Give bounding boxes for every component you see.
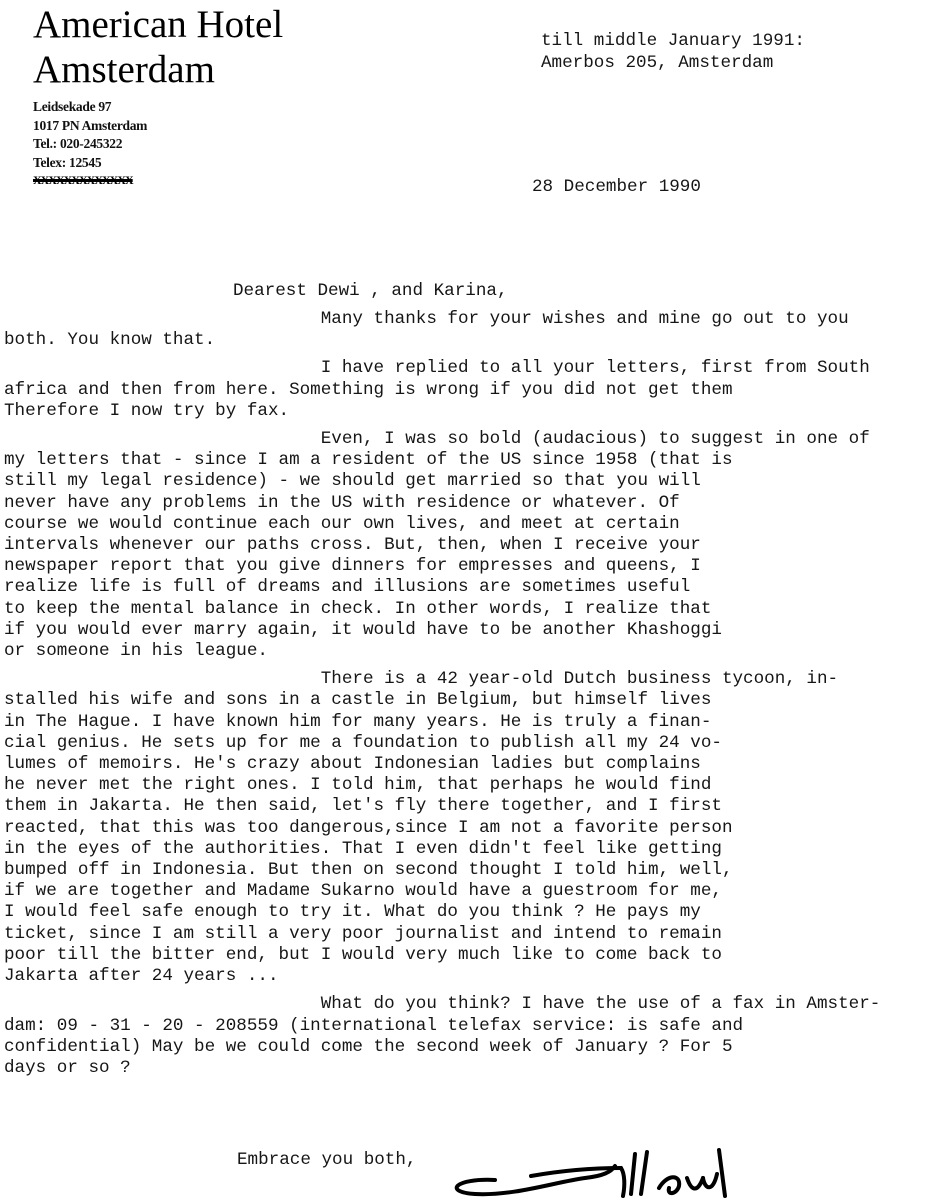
struck-out-line: XXXXXXXXXXXXX <box>33 173 133 187</box>
sender-until-line: till middle January 1991: <box>541 31 805 51</box>
letter-body <box>4 309 948 1086</box>
letter-date: 28 December 1990 <box>532 177 701 197</box>
paragraph-thanks: Many thanks for your wishes and mine go out to you both. You know that. <box>4 309 849 351</box>
hotel-street: Leidsekade 97 <box>33 99 112 114</box>
paragraph-marriage: Even, I was so bold (audacious) to suggest in one of my letters that - since I am a resident of the US since 1958 (that is still my legal residence) - we should get married so that you will never have any problems in the US with residence or whatever. Of course we would continue each our own lives, and meet at certain intervals whenever our paths cross. But, then, when I receive your newspaper report that you give dinners for empresses and queens, I realize life is full of dreams and illusions are sometimes useful to keep the mental balance in check. In other words, I realize that if you would ever marry again, it would have to be another Khashoggi or someone in his league. <box>4 429 870 662</box>
hotel-name-line2: Amsterdam <box>33 48 215 91</box>
hotel-postcode: 1017 PN Amsterdam <box>33 117 148 133</box>
sender-address-line: Amerbos 205, Amsterdam <box>541 53 774 73</box>
salutation: Dearest Dewi , and Karina, <box>233 281 508 301</box>
hotel-telex: Telex: 12545 <box>33 154 102 170</box>
hotel-name-line1: American Hotel <box>33 3 284 46</box>
paragraph-fax: What do you think? I have the use of a fax in Amster- dam: 09 - 31 - 20 - 208559 (international telefax service: is safe and confidential) May be we could come the second week of January ? For 5 days or so ? <box>4 994 881 1078</box>
sender-address <box>541 30 805 74</box>
paragraph-tycoon: There is a 42 year-old Dutch business tycoon, in- stalled his wife and sons in a castle in Belgium, but himself lives in The Hague. I have known him for many years. He is truly a finan- cial genius. He sets up for me a foundation to publish all my 24 vo- lumes of memoirs. He's crazy about Indonesian ladies but complains he never met the right ones. I told him, that perhaps he would find them in Jakarta. He then said, let's fly there together, and I first reacted, that this was too dangerous,since I am not a favorite person in the eyes of the authorities. That I even didn't feel like getting bumped off in Indonesia. But then on second thought I told him, well, if we are together and Madame Sukarno would have a guestroom for me, I would feel safe enough to try it. What do you think ? He pays my ticket, since I am still a very poor journalist and intend to remain poor till the bitter end, but I would very much like to come back to Jakarta after 24 years ... <box>4 669 839 987</box>
closing: Embrace you both, <box>237 1150 417 1170</box>
hotel-tel: Tel.: 020-245322 <box>33 136 123 151</box>
handwritten-signature <box>435 1130 755 1200</box>
letterhead <box>33 2 283 188</box>
paragraph-replies: I have replied to all your letters, first from South africa and then from here. Something is wrong if you did not get them Therefore I now try by fax. <box>4 358 870 421</box>
